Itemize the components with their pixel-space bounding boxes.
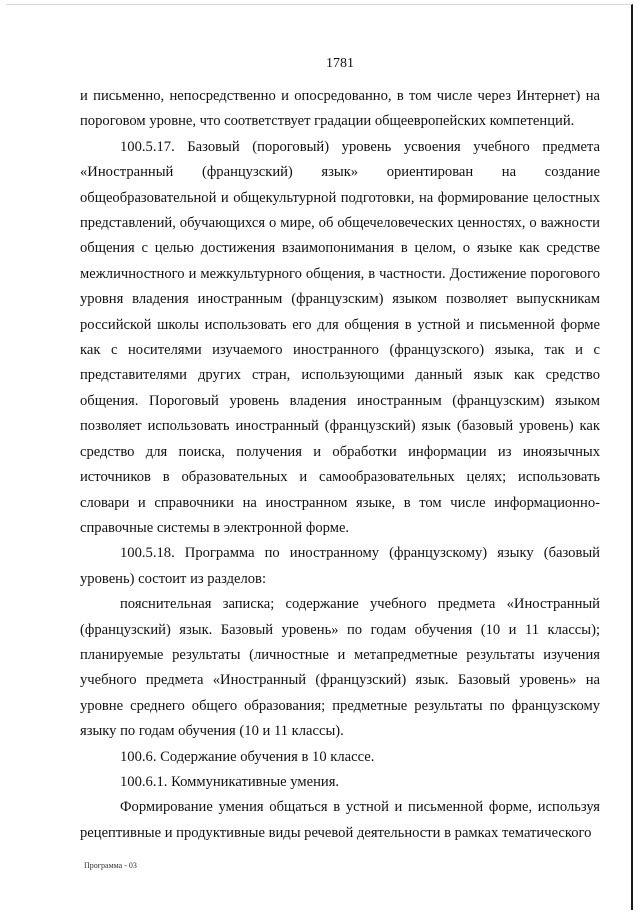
paragraph-continuation: и письменно, непосредственно и опосредованно, в том числе через Интернет) на пороговом уровне, что соответствует градации общеевропейских компетенций.	[80, 88, 600, 130]
footer-label: Программа - 03	[84, 861, 137, 870]
document-body	[80, 84, 600, 846]
paragraph-communication-skills: Формирование умения общаться в устной и письменной форме, используя рецептивные и продуктивные виды речевой деятельности в рамках тематического	[80, 799, 600, 841]
paragraph-100-5-18: 100.5.18. Программа по иностранному (французскому) языку (базовый уровень) состоит из разделов:	[80, 545, 600, 587]
paragraph-sections-list: пояснительная записка; содержание учебного предмета «Иностранный (французский) язык. Базовый уровень» по годам обучения (10 и 11 классы); планируемые результаты (личностные и метапредметные результаты изучения учебного предмета «Иностранный (французский) язык. Базовый уровень» на уровне среднего общего образования; предметные результаты по французскому языку по годам обучения (10 и 11 классы).	[80, 596, 600, 740]
paragraph-100-6-1: 100.6.1. Коммуникативные умения.	[120, 773, 340, 790]
paragraph-100-6: 100.6. Содержание обучения в 10 классе.	[120, 748, 375, 765]
page-number: 1781	[326, 56, 354, 71]
paragraph-100-5-17: 100.5.17. Базовый (пороговый) уровень усвоения учебного предмета «Иностранный (французский) язык» ориентирован на создание общеобразовательной и общекультурной подготовки, на формирование целостных представлений, обучающихся о мире, об общечеловеческих ценностях, о важности общения с целью достижения взаимопонимания в целом, о языке как средстве межличностного и межкультурного общения, в частности. Достижение порогового уровня владения иностранным (французским) языком позволяет выпускникам российской школы использовать его для общения в устной и письменной форме как с носителями изучаемого иностранного (французского) языка, так и с представителями других стран, использующими данный язык как средство общения. Пороговый уровень владения иностранным (французским) языком позволяет использовать иностранный (французский) язык (базовый уровень) как средство для поиска, получения и обработки информации из иноязычных источников в образовательных и самообразовательных целях; использовать словари и справочники на иностранном языке, в том числе информационно-справочные системы в электронной форме.	[80, 138, 600, 536]
